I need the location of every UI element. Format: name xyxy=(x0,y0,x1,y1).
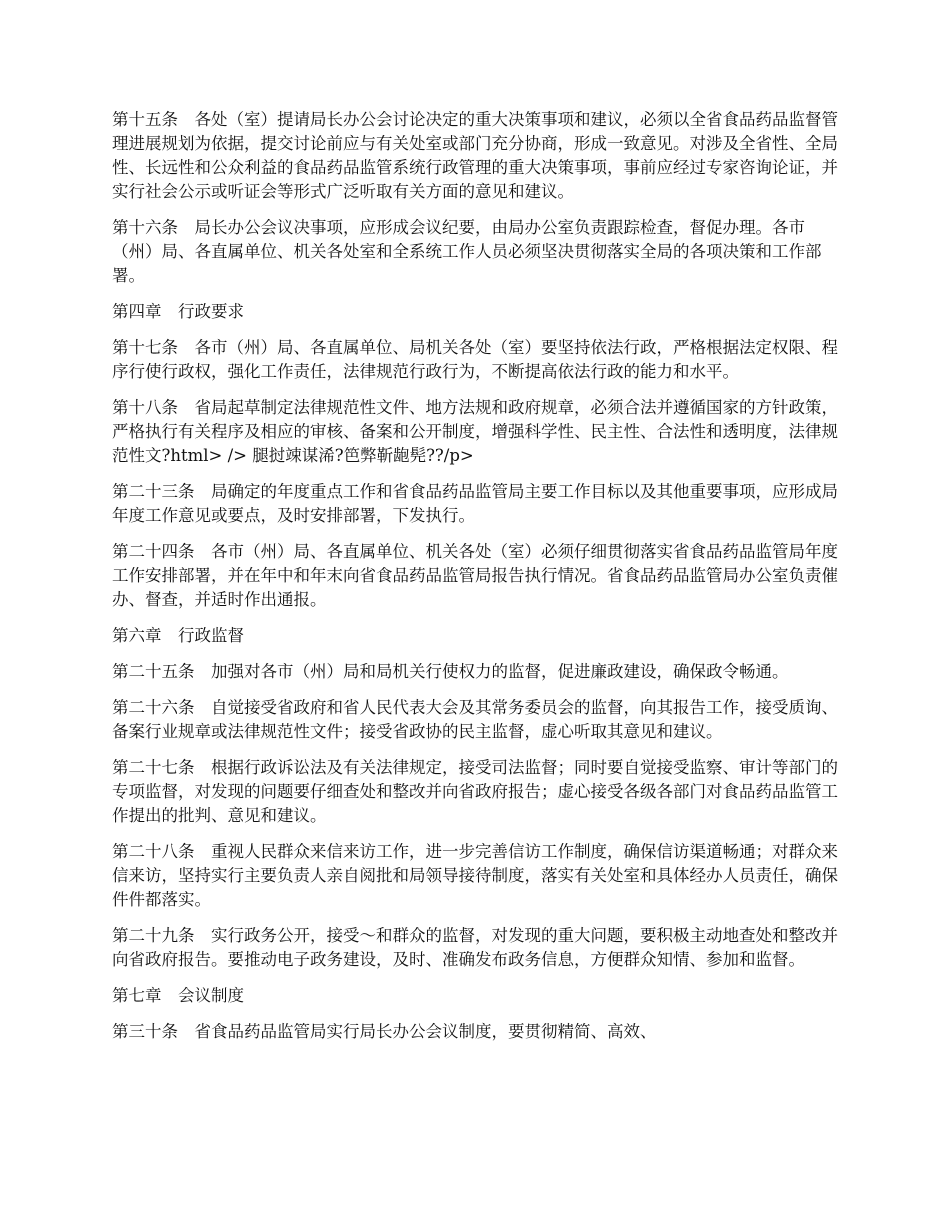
article-25: 第二十五条 加强对各市（州）局和局机关行使权力的监督，促进廉政建设，确保政令畅通。 xyxy=(112,662,789,681)
article-28: 第二十八条 重视人民群众来信来访工作，进一步完善信访工作制度，确保信访渠道畅通；对群众来信来访，坚持实行主要负责人亲自阅批和局领导接待制度，落实有关处室和具体经办人员责任，确保件件都落实。 xyxy=(112,842,838,909)
article-16: 第十六条 局长办公会议决事项，应形成会议纪要，由局办公室负责跟踪检查，督促办理。各市（州）局、各直属单位、机关各处室和全系统工作人员必须坚决贯彻落实全局的各项决策和工作部署。 xyxy=(112,218,822,285)
article-18: 第十八条 省局起草制定法律规范性文件、地方法规和政府规章，必须合法并遵循国家的方针政策，严格执行有关程序及相应的审核、备案和公开制度，增强科学性、民主性、合法性和透明度，法律规范性文?html> /> 腿挝竦谋浠?笆弊靳龅髡??/p> xyxy=(112,398,838,465)
chapter-7-heading: 第七章 会议制度 xyxy=(112,986,244,1005)
article-29: 第二十九条 实行政务公开，接受～和群众的监督，对发现的重大问题，要积极主动地查处和整改并向省政府报告。要推动电子政务建设，及时、准确发布政务信息，方便群众知情、参加和监督。 xyxy=(112,926,838,969)
article-27: 第二十七条 根据行政诉讼法及有关法律规定，接受司法监督；同时要自觉接受监察、审计等部门的专项监督，对发现的问题要仔细查处和整改并向省政府报告；虚心接受各级各部门对食品药品监管工作提出的批判、意见和建议。 xyxy=(112,758,838,825)
article-23: 第二十三条 局确定的年度重点工作和省食品药品监管局主要工作目标以及其他重要事项，应形成局年度工作意见或要点，及时安排部署，下发执行。 xyxy=(112,482,838,525)
chapter-4-heading: 第四章 行政要求 xyxy=(112,302,244,321)
article-15: 第十五条 各处（室）提请局长办公会讨论决定的重大决策事项和建议，必须以全省食品药品监督管理进展规划为依据，提交讨论前应与有关处室或部门充分协商，形成一致意见。对涉及全省性、全局性、长远性和公众利益的食品药品监管系统行政管理的重大决策事项，事前应经过专家咨询论证，并实行社会公示或听证会等形式广泛听取有关方面的意见和建议。 xyxy=(112,110,838,201)
article-26: 第二十六条 自觉接受省政府和省人民代表大会及其常务委员会的监督，向其报告工作，接受质询、备案行业规章或法律规范性文件；接受省政协的民主监督，虚心听取其意见和建议。 xyxy=(112,698,838,741)
article-17: 第十七条 各市（州）局、各直属单位、局机关各处（室）要坚持依法行政，严格根据法定权限、程序行使行政权，强化工作责任，法律规范行政行为，不断提高依法行政的能力和水平。 xyxy=(112,338,838,381)
article-24: 第二十四条 各市（州）局、各直属单位、机关各处（室）必须仔细贯彻落实省食品药品监管局年度工作安排部署，并在年中和年末向省食品药品监管局报告执行情况。省食品药品监管局办公室负责催办、督查，并适时作出通报。 xyxy=(112,542,838,609)
chapter-6-heading: 第六章 行政监督 xyxy=(112,626,244,645)
document-body xyxy=(112,108,840,1056)
article-30: 第三十条 省食品药品监管局实行局长办公会议制度，要贯彻精简、高效、 xyxy=(112,1022,657,1041)
